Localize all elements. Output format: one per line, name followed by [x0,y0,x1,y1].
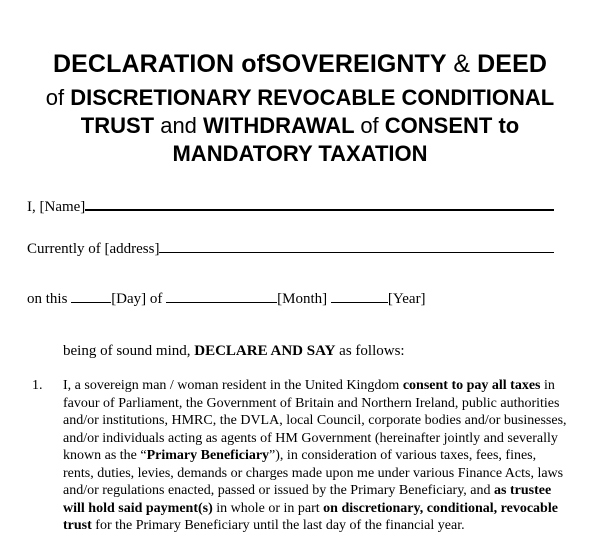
date-field-line [27,289,426,308]
clause-line: trust for the Primary Beneficiary until the last day of the financial year. [63,518,465,533]
month-blank[interactable] [166,289,277,303]
title-line-2 [20,87,580,109]
name-label: I, [Name] [27,199,86,215]
day-blank[interactable] [71,289,111,303]
title-word: of [241,50,266,78]
title-line-3 [20,115,580,137]
title-word: SOVEREIGNTY [265,50,447,78]
address-field-line [27,239,554,258]
intro-bold-text: DECLARE AND SAY [194,343,336,359]
clause-line: rents, duties, levies, demands or charges made upon me under various Finance Acts, laws [63,465,564,481]
clause-number: 1. [32,378,43,393]
address-label: Currently of [address] [27,241,160,257]
title-word: of [45,85,65,110]
title-word: DEED [477,50,547,78]
title-line-1 [20,52,580,77]
title-word: TRUST [80,113,155,138]
name-blank[interactable] [85,196,554,211]
intro-paragraph [63,343,405,360]
year-label: [Year] [387,291,426,307]
clause-line: and/or individuals acting as agents of HM Government (hereinafter jointly and severally [63,430,558,446]
address-blank[interactable] [159,239,554,253]
title-word: CONSENT to [384,113,520,138]
title-word: and [160,113,197,138]
on-this-label: on this [27,291,68,307]
title-word: & [453,50,471,78]
title-word: DISCRETIONARY REVOCABLE CONDITIONAL [70,85,555,110]
clause-line: and/or institutions, HMRC, the DVLA, local Council, corporate bodies and/or businesses, [63,413,567,428]
clause-1 [32,377,577,535]
clause-line: favour of Parliament, the Government of Britain and Northern Ireland, public authorities [63,395,560,411]
year-blank[interactable] [331,289,388,303]
clause-line: known as the “Primary Beneficiary”), in consideration of various taxes, fees, fines, [63,448,537,463]
intro-text: as follows: [339,343,405,359]
clause-line: and/or regulations enacted, passed or issued by the Primary Beneficiary, and as trustee [63,483,552,498]
clause-line: I, a sovereign man / woman resident in the United Kingdom consent to pay all taxes in [63,378,555,393]
day-label: [Day] of [111,291,163,307]
intro-text: being of sound mind, [63,343,191,359]
title-word: of [360,113,379,138]
title-word: DECLARATION [52,50,235,78]
month-label: [Month] [277,291,328,307]
title-line-4: MANDATORY TAXATION [172,141,428,166]
clause-line: will hold said payment(s) in whole or in part on discretionary, conditional, revocable [63,500,558,516]
name-field-line [27,196,554,216]
clause-body [63,377,577,535]
title-word: WITHDRAWAL [203,113,355,138]
